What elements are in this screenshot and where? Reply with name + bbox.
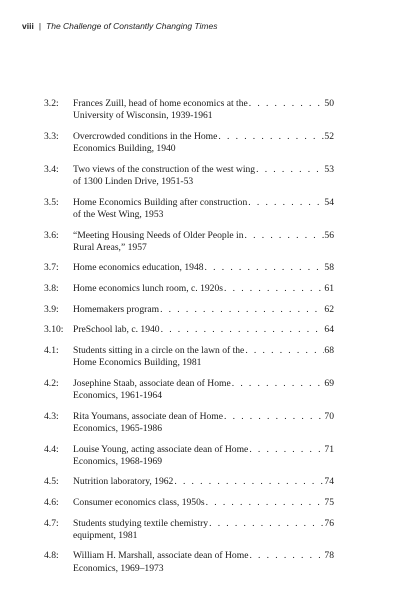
list-item bbox=[44, 283, 334, 295]
dot-leader bbox=[248, 444, 324, 456]
figure-number: 3.7: bbox=[44, 262, 59, 274]
page-reference: 58 bbox=[324, 262, 334, 274]
figure-caption-continued: of 1300 Linden Drive, 1951-53 bbox=[73, 176, 194, 188]
figure-caption: Homemakers program bbox=[73, 303, 160, 315]
figure-caption: William H. Marshall, associate dean of Home bbox=[73, 550, 249, 562]
entry-first-line bbox=[73, 444, 334, 456]
figure-number: 3.8: bbox=[44, 283, 59, 295]
figure-number: 3.5: bbox=[44, 196, 59, 208]
list-item bbox=[44, 131, 334, 156]
dot-leader bbox=[223, 411, 324, 423]
page-reference: 71 bbox=[324, 443, 334, 455]
list-item bbox=[44, 518, 334, 543]
figure-caption-continued: Economics, 1969–1973 bbox=[73, 562, 164, 574]
page-reference: 64 bbox=[324, 324, 334, 336]
figure-caption-continued: Economics, 1968-1969 bbox=[73, 455, 162, 467]
figure-number: 4.8: bbox=[44, 550, 59, 562]
figure-number: 4.5: bbox=[44, 476, 59, 488]
dot-leader bbox=[244, 345, 324, 357]
page-reference: 61 bbox=[324, 283, 334, 295]
list-item bbox=[44, 345, 334, 370]
entry-first-line bbox=[73, 283, 334, 295]
page-reference: 70 bbox=[324, 410, 334, 422]
figure-caption-continued: of the West Wing, 1953 bbox=[73, 208, 164, 220]
entry-first-line bbox=[73, 164, 334, 176]
entry-first-line bbox=[73, 324, 334, 336]
figure-caption: “Meeting Housing Needs of Older People in bbox=[73, 229, 244, 241]
dot-leader bbox=[160, 324, 325, 336]
figure-caption: Home Economics Building after construction bbox=[73, 196, 248, 208]
dot-leader bbox=[173, 476, 324, 488]
figure-caption: Home economics education, 1948 bbox=[73, 262, 204, 274]
figure-caption: Rita Youmans, associate dean of Home bbox=[73, 410, 224, 422]
figure-caption: Two views of the construction of the west wing bbox=[73, 163, 256, 175]
dot-leader bbox=[231, 378, 325, 390]
list-item bbox=[44, 378, 334, 403]
figure-caption: Home economics lunch room, c. 1920s bbox=[73, 283, 224, 295]
entry-first-line bbox=[73, 262, 334, 274]
figure-caption: PreSchool lab, c. 1940 bbox=[73, 324, 160, 336]
figure-caption-continued: Economics, 1961-1964 bbox=[73, 390, 162, 402]
figure-number: 4.6: bbox=[44, 496, 59, 508]
dot-leader bbox=[159, 304, 324, 316]
list-item bbox=[44, 411, 334, 436]
figure-caption-continued: Rural Areas,” 1957 bbox=[73, 241, 147, 253]
list-item bbox=[44, 550, 334, 575]
list-item bbox=[44, 197, 334, 222]
figure-caption: Students sitting in a circle on the lawn of the bbox=[73, 344, 245, 356]
dot-leader bbox=[204, 262, 325, 274]
figure-number: 4.4: bbox=[44, 443, 59, 455]
figure-caption: Consumer economics class, 1950s bbox=[73, 496, 205, 508]
page-reference: 75 bbox=[324, 496, 334, 508]
entry-first-line bbox=[73, 518, 334, 530]
running-head-separator: | bbox=[38, 21, 42, 31]
figure-caption: Students studying textile chemistry bbox=[73, 517, 209, 529]
figure-number: 3.3: bbox=[44, 130, 59, 142]
list-item bbox=[44, 324, 334, 336]
page-number: viii bbox=[22, 21, 34, 31]
figure-caption: Louise Young, acting associate dean of Home bbox=[73, 443, 249, 455]
entry-first-line bbox=[73, 378, 334, 390]
figure-number: 4.2: bbox=[44, 377, 59, 389]
dot-leader bbox=[244, 230, 325, 242]
entry-first-line bbox=[73, 304, 334, 316]
entry-first-line bbox=[73, 476, 334, 488]
page-reference: 50 bbox=[324, 98, 334, 109]
figure-caption: Frances Zuill, head of home economics at the bbox=[73, 98, 248, 109]
page-reference: 68 bbox=[324, 344, 334, 356]
page-reference: 53 bbox=[324, 163, 334, 175]
figure-caption-continued: University of Wisconsin, 1939-1961 bbox=[73, 110, 213, 122]
entry-first-line bbox=[73, 411, 334, 423]
page-reference: 74 bbox=[324, 476, 334, 488]
figure-caption-continued: Economics Building, 1940 bbox=[73, 143, 176, 155]
list-item bbox=[44, 444, 334, 469]
entry-first-line bbox=[73, 98, 334, 110]
page-reference: 62 bbox=[324, 303, 334, 315]
dot-leader bbox=[205, 497, 325, 509]
dot-leader bbox=[255, 164, 324, 176]
figure-number: 4.1: bbox=[44, 344, 59, 356]
figure-caption: Overcrowded conditions in the Home bbox=[73, 130, 218, 142]
list-item bbox=[44, 164, 334, 189]
figure-number: 4.3: bbox=[44, 410, 59, 422]
dot-leader bbox=[248, 550, 324, 562]
dot-leader bbox=[248, 98, 325, 110]
list-item bbox=[44, 98, 334, 123]
list-item bbox=[44, 304, 334, 316]
figure-number: 3.2: bbox=[44, 98, 59, 109]
list-of-illustrations bbox=[44, 98, 334, 583]
running-head-title: The Challenge of Constantly Changing Times bbox=[46, 21, 218, 31]
dot-leader bbox=[223, 283, 324, 295]
dot-leader bbox=[208, 518, 324, 530]
entry-first-line bbox=[73, 197, 334, 209]
page-reference: 52 bbox=[324, 130, 334, 142]
entry-first-line bbox=[73, 230, 334, 242]
list-item bbox=[44, 230, 334, 255]
entry-first-line bbox=[73, 497, 334, 509]
page-reference: 78 bbox=[324, 550, 334, 562]
running-head bbox=[22, 21, 217, 31]
page-reference: 56 bbox=[324, 229, 334, 241]
entry-first-line bbox=[73, 131, 334, 143]
page-reference: 69 bbox=[324, 377, 334, 389]
figure-caption: Nutrition laboratory, 1962 bbox=[73, 476, 174, 488]
figure-caption-continued: Home Economics Building, 1981 bbox=[73, 357, 202, 369]
dot-leader bbox=[217, 131, 324, 143]
list-item bbox=[44, 262, 334, 274]
figure-number: 4.7: bbox=[44, 517, 59, 529]
figure-number: 3.10: bbox=[44, 324, 64, 336]
dot-leader bbox=[247, 197, 324, 209]
figure-number: 3.6: bbox=[44, 229, 59, 241]
figure-number: 3.9: bbox=[44, 303, 59, 315]
page-reference: 54 bbox=[324, 196, 334, 208]
entry-first-line bbox=[73, 345, 334, 357]
entry-first-line bbox=[73, 550, 334, 562]
list-item bbox=[44, 476, 334, 488]
figure-caption-continued: Economics, 1965-1986 bbox=[73, 422, 162, 434]
list-item bbox=[44, 497, 334, 509]
figure-caption: Josephine Staab, associate dean of Home bbox=[73, 377, 231, 389]
figure-caption-continued: equipment, 1981 bbox=[73, 529, 138, 541]
figure-number: 3.4: bbox=[44, 163, 59, 175]
page-reference: 76 bbox=[324, 517, 334, 529]
